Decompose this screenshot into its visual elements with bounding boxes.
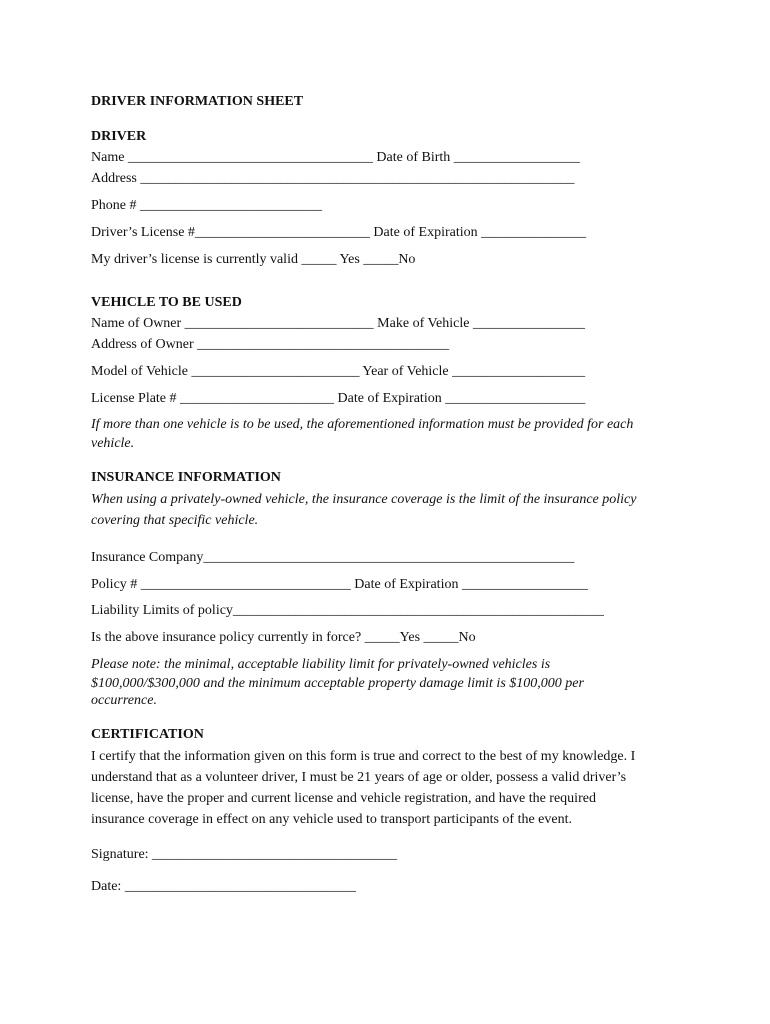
vehicle-model-year-line: Model of Vehicle ________________________ Year of Vehicle ___________________ <box>91 364 586 379</box>
page-title: DRIVER INFORMATION SHEET <box>91 94 304 109</box>
insurance-policy-expiration-line: Policy # ______________________________ Date of Expiration __________________ <box>91 577 588 592</box>
driver-license-line: Driver’s License #_________________________ Date of Expiration _______________ <box>91 225 587 240</box>
insurance-company-line: Insurance Company_____________________________________________________ <box>91 550 575 565</box>
insurance-liability-line: Liability Limits of policy_____________________________________________________ <box>91 603 604 618</box>
vehicle-note-line: If more than one vehicle is to be used, the aforementioned information must be provided for each <box>91 417 634 432</box>
vehicle-owner-address-line: Address of Owner ____________________________________ <box>91 337 450 352</box>
vehicle-heading: VEHICLE TO BE USED <box>91 295 242 310</box>
insurance-intro-line: covering that specific vehicle. <box>91 513 259 528</box>
insurance-note-line: Please note: the minimal, acceptable liability limit for privately-owned vehicles is <box>91 657 551 672</box>
driver-name-dob-line: Name ___________________________________ Date of Birth __________________ <box>91 150 580 165</box>
vehicle-owner-make-line: Name of Owner ___________________________ Make of Vehicle ________________ <box>91 316 585 331</box>
certification-body-line: insurance coverage in effect on any vehicle used to transport participants of the event. <box>91 812 572 827</box>
insurance-note-line: $100,000/$300,000 and the minimum acceptable property damage limit is $100,000 per <box>91 676 584 691</box>
vehicle-note-line: vehicle. <box>91 436 135 451</box>
certification-body-line: I certify that the information given on this form is true and correct to the best of my knowledge. I <box>91 749 636 764</box>
insurance-note-line: occurrence. <box>91 693 157 708</box>
driver-license-valid-line: My driver’s license is currently valid _____ Yes _____No <box>91 252 416 267</box>
vehicle-plate-expiration-line: License Plate # ______________________ Date of Expiration ____________________ <box>91 391 586 406</box>
driver-heading: DRIVER <box>91 129 147 144</box>
certification-body-line: license, have the proper and current license and vehicle registration, and have the required <box>91 791 596 806</box>
insurance-heading: INSURANCE INFORMATION <box>91 470 281 485</box>
date-line: Date: _________________________________ <box>91 879 356 894</box>
insurance-in-force-line: Is the above insurance policy currently in force? _____Yes _____No <box>91 630 476 645</box>
signature-line: Signature: ___________________________________ <box>91 847 398 862</box>
insurance-intro-line: When using a privately-owned vehicle, the insurance coverage is the limit of the insurance policy <box>91 492 637 507</box>
driver-phone-line: Phone # __________________________ <box>91 198 322 213</box>
certification-body-line: understand that as a volunteer driver, I must be 21 years of age or older, possess a valid driver’s <box>91 770 627 785</box>
certification-heading: CERTIFICATION <box>91 727 204 742</box>
driver-address-line: Address ______________________________________________________________ <box>91 171 575 186</box>
